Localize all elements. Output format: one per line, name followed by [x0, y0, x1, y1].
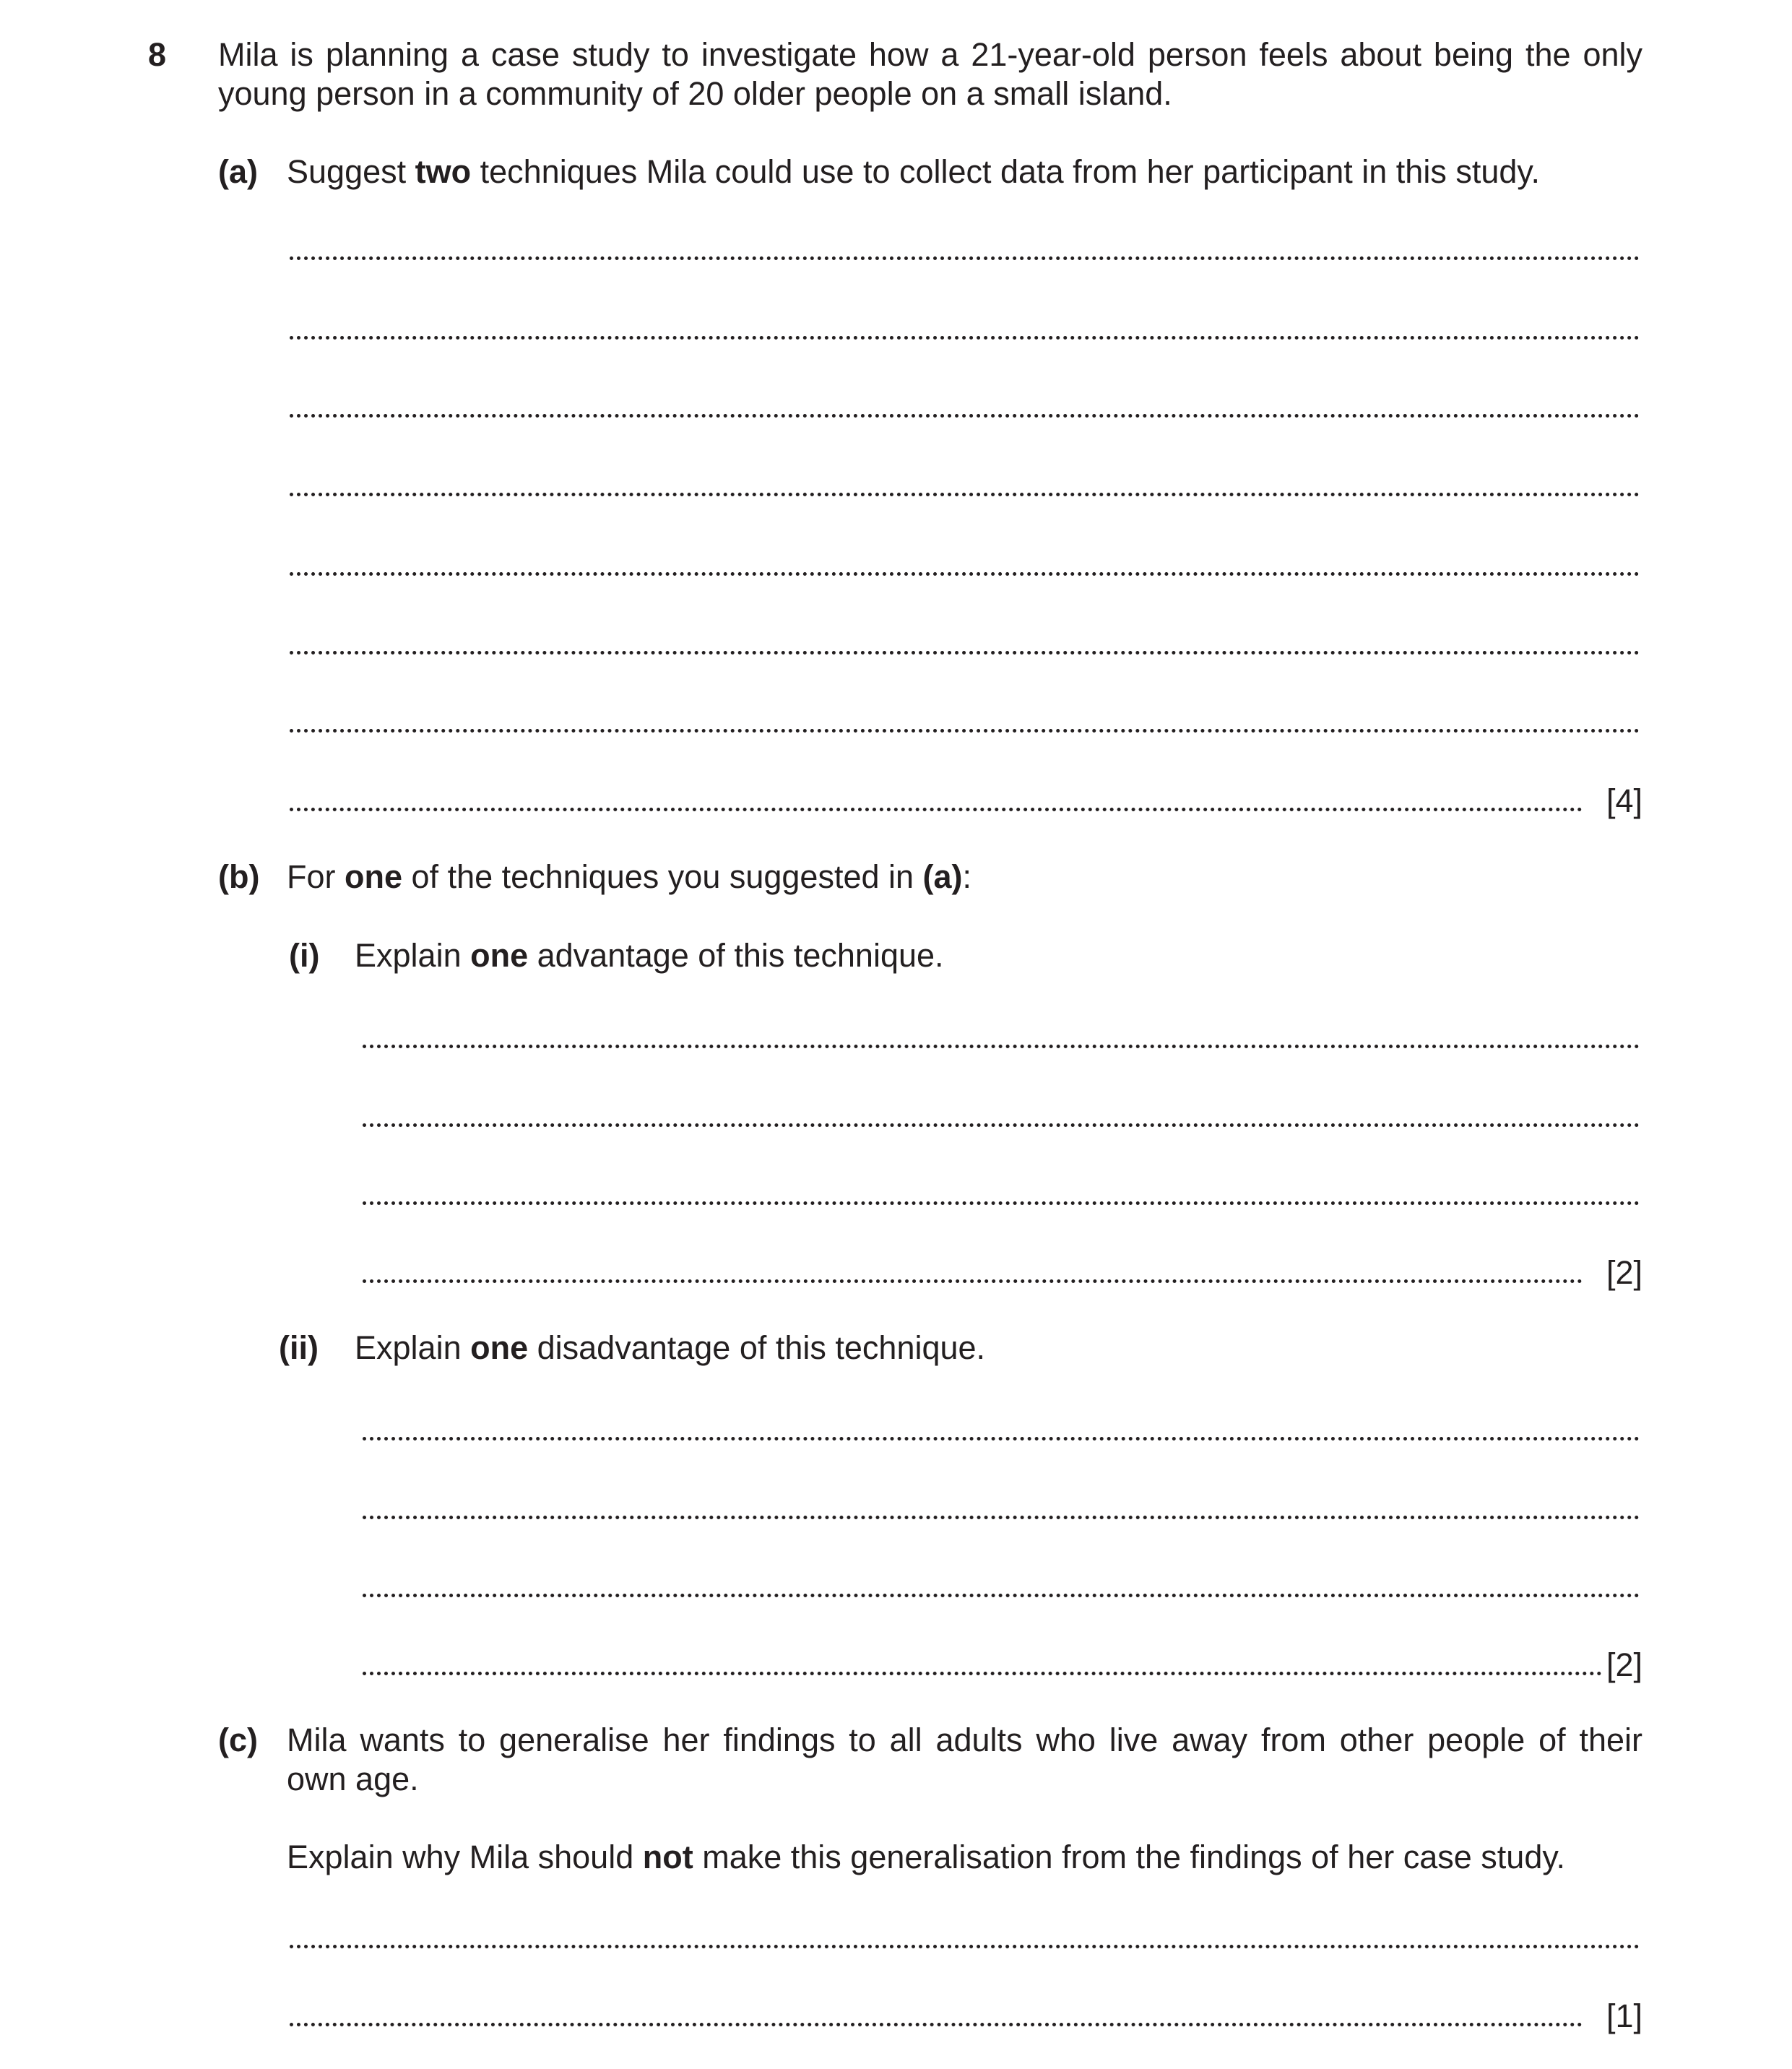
answer-line-b-i-1[interactable] [363, 1045, 1640, 1048]
question-stem-line-1: Mila is planning a case study to investigate how a 21-year-old person feels about being the only [218, 36, 1642, 73]
part-b-ii-label: (ii) [279, 1329, 319, 1366]
part-b-i-prompt-emphasis: one [470, 937, 529, 974]
part-b-prompt-end: : [962, 858, 972, 895]
part-c-mark: [1] [1606, 1997, 1642, 2034]
answer-line-a-2[interactable] [290, 336, 1640, 340]
part-b-i-label: (i) [289, 937, 320, 974]
answer-line-b-i-2[interactable] [363, 1123, 1640, 1127]
part-b-prompt-reference: (a) [922, 858, 963, 895]
answer-line-b-i-3[interactable] [363, 1201, 1640, 1205]
answer-line-c-2[interactable] [290, 2023, 1583, 2026]
answer-line-b-ii-3[interactable] [363, 1594, 1640, 1597]
part-b-i-prompt-end: advantage of this technique. [528, 937, 944, 974]
answer-line-b-ii-2[interactable] [363, 1516, 1640, 1519]
part-a-prompt-emphasis: two [415, 153, 472, 190]
answer-line-c-1[interactable] [290, 1945, 1640, 1948]
answer-line-a-8[interactable] [290, 808, 1583, 811]
part-b-label: (b) [218, 858, 260, 895]
part-b-i-prompt [355, 936, 944, 976]
answer-line-b-i-4[interactable] [363, 1279, 1583, 1283]
part-c-scenario-line-1: Mila wants to generalise her findings to all adults who live away from other people of their [287, 1722, 1642, 1758]
part-b-prompt [287, 857, 971, 897]
part-b-ii-prompt-emphasis: one [470, 1329, 529, 1366]
part-c-instruction-emphasis: not [642, 1839, 693, 1875]
part-c-label: (c) [218, 1722, 258, 1758]
part-b-ii-prompt [355, 1328, 985, 1368]
part-b-prompt-middle: of the techniques you suggested in [402, 858, 923, 895]
question-stem-line-2: young person in a community of 20 older people on a small island. [218, 75, 1172, 112]
part-a-prompt [287, 152, 1540, 192]
part-a-prompt-end: techniques Mila could use to collect data from her participant in this study. [471, 153, 1541, 190]
part-b-prompt-emphasis: one [345, 858, 403, 895]
part-c-instruction-start: Explain why Mila should [287, 1839, 643, 1875]
answer-line-a-3[interactable] [290, 414, 1640, 418]
part-b-prompt-start: For [287, 858, 345, 895]
question-number: 8 [148, 36, 167, 73]
answer-line-a-7[interactable] [290, 729, 1640, 733]
part-a-label: (a) [218, 153, 258, 190]
answer-line-a-4[interactable] [290, 493, 1640, 496]
part-a-prompt-start: Suggest [287, 153, 415, 190]
part-b-ii-mark: [2] [1606, 1646, 1642, 1683]
part-b-ii-prompt-start: Explain [355, 1329, 471, 1366]
answer-line-a-1[interactable] [290, 256, 1640, 260]
part-c-scenario-line-2: own age. [287, 1761, 419, 1797]
part-a-mark: [4] [1606, 782, 1642, 819]
answer-line-b-ii-4[interactable] [363, 1672, 1602, 1675]
part-c-instruction-end: make this generalisation from the findings of her case study. [693, 1839, 1566, 1875]
answer-line-a-6[interactable] [290, 651, 1640, 655]
answer-line-a-5[interactable] [290, 572, 1640, 576]
part-c-instruction [287, 1837, 1565, 1878]
part-b-i-prompt-start: Explain [355, 937, 471, 974]
part-b-i-mark: [2] [1606, 1254, 1642, 1291]
answer-line-b-ii-1[interactable] [363, 1437, 1640, 1440]
part-b-ii-prompt-end: disadvantage of this technique. [528, 1329, 986, 1366]
